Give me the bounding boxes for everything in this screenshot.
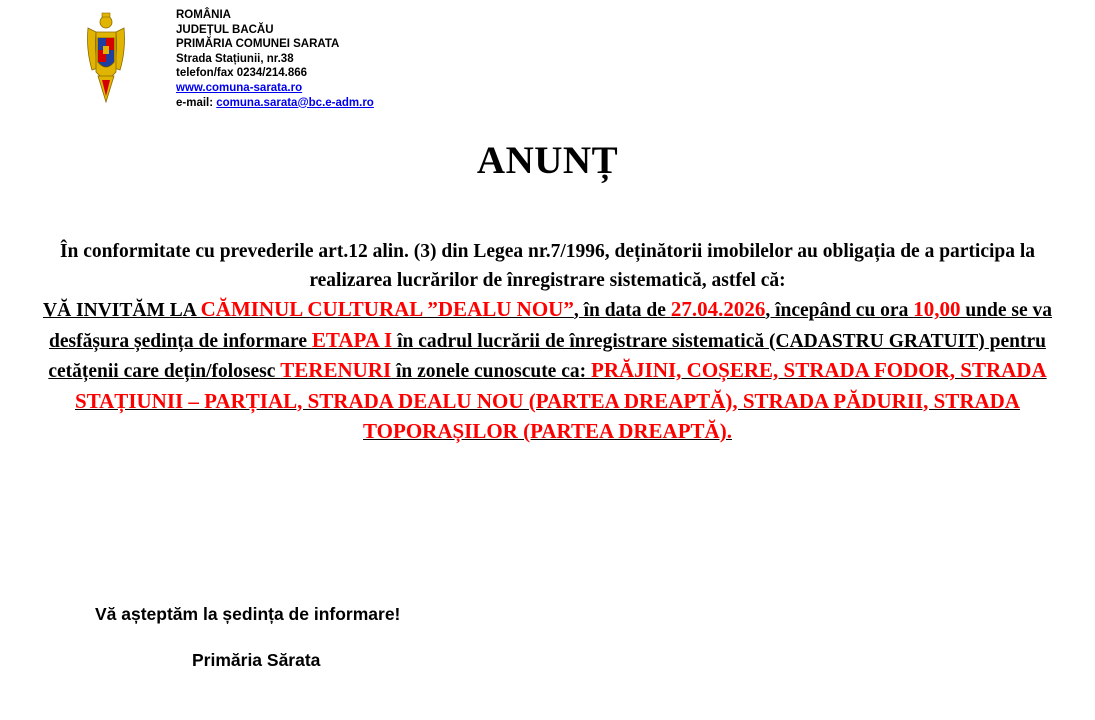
- land-text: TERENURI: [280, 358, 392, 382]
- email-label: e-mail:: [176, 96, 217, 109]
- invite-text-6: în zonele cunoscute ca:: [391, 361, 591, 382]
- invitation-paragraph: [40, 295, 1055, 448]
- venue-text: CĂMINUL CULTURAL ”DEALU NOU”: [200, 297, 574, 321]
- time-text: 10,00: [913, 297, 961, 321]
- invite-text-3: , începând cu ora: [765, 300, 914, 321]
- page-title: ANUNȚ: [476, 139, 619, 182]
- header-phone: telefon/fax 0234/214.866: [176, 67, 308, 80]
- date-text: 27.04.2026: [670, 297, 766, 321]
- header-address: Strada Stațiunii, nr.38: [176, 52, 294, 65]
- zones-text: PRĂJINI, COȘERE, STRADA FODOR, STRADA STAȚIUNII – PARȚIAL, STRADA DEALU NOU (PARTEA DREAPTĂ), STRADA PĂDURII, STRADA TOPORAȘILOR (PARTEA DREAPTĂ).: [75, 358, 1047, 443]
- signature-text: Primăria Sărata: [192, 650, 321, 670]
- letterhead: [84, 8, 374, 110]
- invite-text-2: , în data de: [573, 300, 671, 321]
- letterhead-text: [176, 8, 374, 110]
- invite-text-4: unde se va desfășura ședința de informare: [49, 300, 1053, 352]
- header-institution: PRIMĂRIA COMUNEI SARATA: [176, 38, 340, 51]
- coat-of-arms-icon: [84, 10, 128, 110]
- website-link[interactable]: www.comuna-sarata.ro: [176, 81, 303, 94]
- invite-text-1: VĂ INVITĂM LA: [42, 300, 201, 321]
- email-link[interactable]: comuna.sarata@bc.e-adm.ro: [216, 96, 374, 109]
- stage-text: ETAPA I: [311, 327, 393, 352]
- closing-text: Vă așteptăm la ședința de informare!: [95, 604, 401, 624]
- announcement-body: [40, 238, 1055, 448]
- header-county: JUDEȚUL BACĂU: [176, 23, 274, 36]
- header-country: ROMÂNIA: [176, 9, 231, 21]
- intro-paragraph: În conformitate cu prevederile art.12 alin. (3) din Legea nr.7/1996, deținătorii imobilelor au obligația de a participa la realizarea lucrărilor de înregistrare sistematică, astfel că:: [59, 241, 1036, 291]
- invite-text-5: în cadrul lucrării de înregistrare sistematică (CADASTRU GRATUIT) pentru cetățenii care dețin/folosesc: [48, 330, 1046, 382]
